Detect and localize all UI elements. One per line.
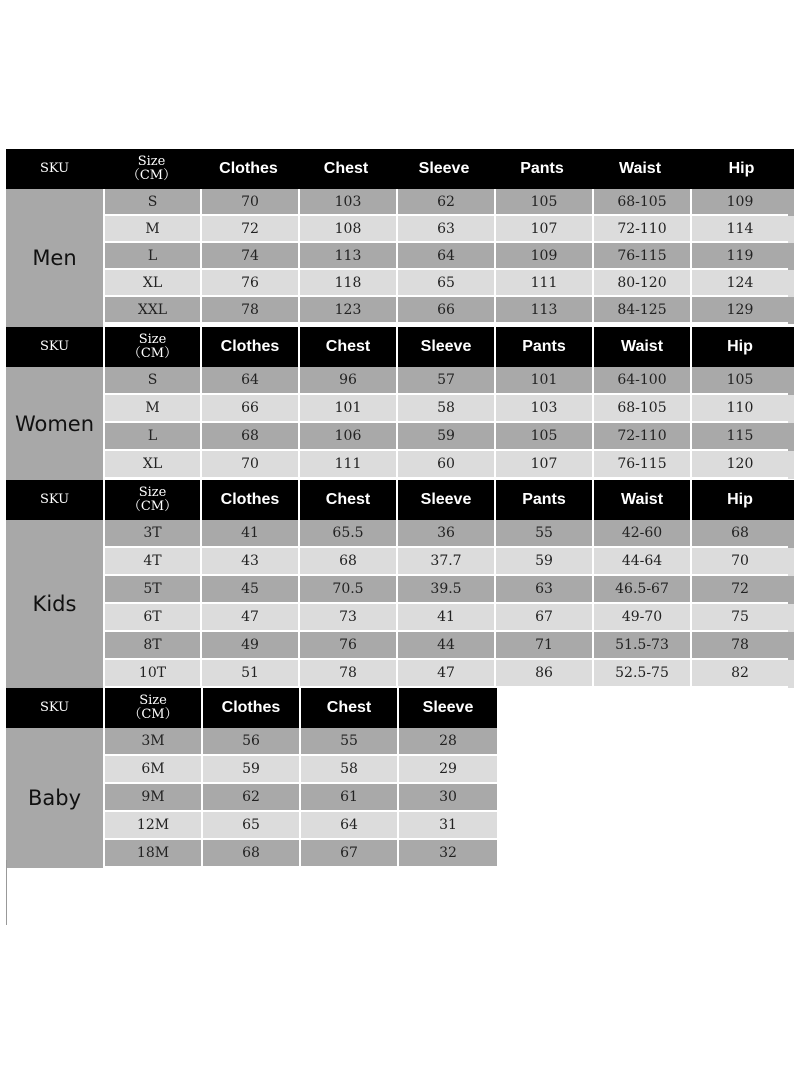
sku-header: SKU (39, 492, 70, 507)
table-row (103, 840, 497, 868)
value-cell: 115 (690, 423, 788, 451)
size-cell: 6T (103, 604, 200, 632)
value-cell: 68-105 (592, 189, 690, 216)
size-header: Size （CM） (103, 688, 201, 728)
size-header: Size （CM） (126, 154, 177, 183)
value-cell: 64 (299, 812, 397, 840)
value-cell: 39.5 (396, 576, 494, 604)
value-cell: 51 (200, 660, 298, 688)
value-cell: 49-70 (592, 604, 690, 632)
waist-header: Waist (592, 327, 690, 367)
value-cell: 44-64 (592, 548, 690, 576)
value-cell: 72-110 (592, 423, 690, 451)
size-cell: 4T (103, 548, 200, 576)
women-label: Women (6, 367, 103, 480)
chest-header: Chest (299, 688, 397, 728)
women-rows (103, 367, 794, 480)
kids-header-row (6, 480, 794, 520)
value-cell: 118 (298, 270, 396, 297)
baby-section (6, 688, 497, 868)
value-cell: 70 (200, 451, 298, 479)
chest-header: Chest (323, 160, 369, 177)
value-cell: 31 (397, 812, 497, 840)
value-cell: 78 (200, 297, 298, 324)
size-cell: S (103, 189, 200, 216)
size-cell: 12M (103, 812, 201, 840)
size-cell: M (103, 216, 200, 243)
value-cell: 72 (690, 576, 788, 604)
baby-body (6, 728, 497, 868)
size-cell: L (103, 243, 200, 270)
value-cell: 74 (200, 243, 298, 270)
table-row (103, 576, 794, 604)
value-cell: 78 (690, 632, 788, 660)
value-cell: 72-110 (592, 216, 690, 243)
baby-header-row (6, 688, 497, 728)
size-cell: XXL (103, 297, 200, 324)
baby-label: Baby (6, 728, 103, 868)
size-chart (6, 149, 794, 868)
sku-header: SKU (39, 161, 70, 176)
value-cell: 59 (396, 423, 494, 451)
value-cell: 58 (299, 756, 397, 784)
value-cell: 109 (690, 189, 788, 216)
value-cell: 76 (200, 270, 298, 297)
chest-header: Chest (298, 480, 396, 520)
men-section (6, 149, 794, 327)
value-cell: 68 (200, 423, 298, 451)
table-row (103, 189, 794, 216)
value-cell: 106 (298, 423, 396, 451)
value-cell: 57 (396, 367, 494, 395)
value-cell: 64 (200, 367, 298, 395)
value-cell: 68-105 (592, 395, 690, 423)
size-cell: M (103, 395, 200, 423)
value-cell: 44 (396, 632, 494, 660)
table-row (103, 548, 794, 576)
value-cell: 76 (298, 632, 396, 660)
value-cell: 65 (396, 270, 494, 297)
value-cell: 72 (200, 216, 298, 243)
value-cell: 60 (396, 451, 494, 479)
value-cell: 58 (396, 395, 494, 423)
hip-header: Hip (690, 480, 788, 520)
value-cell: 47 (200, 604, 298, 632)
value-cell: 71 (494, 632, 592, 660)
value-cell: 103 (298, 189, 396, 216)
value-cell: 45 (200, 576, 298, 604)
size-header: Size （CM） (103, 327, 200, 367)
value-cell: 32 (397, 840, 497, 868)
value-cell: 101 (494, 367, 592, 395)
hip-header: Hip (728, 160, 755, 177)
hip-header: Hip (690, 327, 788, 367)
size-cell: XL (103, 270, 200, 297)
size-cell: 8T (103, 632, 200, 660)
size-cell: 3T (103, 520, 200, 548)
value-cell: 28 (397, 728, 497, 756)
value-cell: 64-100 (592, 367, 690, 395)
women-body (6, 367, 794, 480)
value-cell: 59 (494, 548, 592, 576)
value-cell: 82 (690, 660, 788, 688)
value-cell: 123 (298, 297, 396, 324)
value-cell: 41 (200, 520, 298, 548)
size-cell: 3M (103, 728, 201, 756)
value-cell: 114 (690, 216, 788, 243)
value-cell: 68 (201, 840, 299, 868)
value-cell: 105 (690, 367, 788, 395)
sleeve-header: Sleeve (396, 480, 494, 520)
sku-header: SKU (39, 339, 70, 354)
value-cell: 96 (298, 367, 396, 395)
value-cell: 64 (396, 243, 494, 270)
table-row (103, 216, 794, 243)
value-cell: 41 (396, 604, 494, 632)
value-cell: 52.5-75 (592, 660, 690, 688)
value-cell: 76-115 (592, 243, 690, 270)
kids-body (6, 520, 794, 688)
clothes-header: Clothes (200, 480, 298, 520)
waist-header: Waist (592, 480, 690, 520)
value-cell: 65 (201, 812, 299, 840)
value-cell: 109 (494, 243, 592, 270)
value-cell: 107 (494, 216, 592, 243)
clothes-header: Clothes (201, 688, 299, 728)
value-cell: 103 (494, 395, 592, 423)
size-cell: 10T (103, 660, 200, 688)
table-row (103, 632, 794, 660)
size-header: Size （CM） (103, 480, 200, 520)
table-row (103, 367, 794, 395)
kids-rows (103, 520, 794, 688)
value-cell: 113 (298, 243, 396, 270)
value-cell: 124 (690, 270, 788, 297)
men-header-row (6, 149, 794, 189)
women-section (6, 327, 794, 480)
waist-header: Waist (618, 160, 662, 177)
table-row (103, 756, 497, 784)
value-cell: 55 (494, 520, 592, 548)
value-cell: 46.5-67 (592, 576, 690, 604)
table-row (103, 728, 497, 756)
value-cell: 66 (200, 395, 298, 423)
men-label: Men (6, 189, 103, 327)
pants-header: Pants (520, 160, 564, 177)
women-header-row (6, 327, 794, 367)
sleeve-header: Sleeve (418, 160, 470, 177)
value-cell: 47 (396, 660, 494, 688)
value-cell: 49 (200, 632, 298, 660)
value-cell: 119 (690, 243, 788, 270)
value-cell: 62 (396, 189, 494, 216)
value-cell: 68 (690, 520, 788, 548)
value-cell: 36 (396, 520, 494, 548)
table-row (103, 423, 794, 451)
size-cell: S (103, 367, 200, 395)
kids-section (6, 480, 794, 688)
size-cell: 9M (103, 784, 201, 812)
value-cell: 70 (200, 189, 298, 216)
value-cell: 129 (690, 297, 788, 324)
size-cell: 6M (103, 756, 201, 784)
value-cell: 29 (397, 756, 497, 784)
size-cell: 18M (103, 840, 201, 868)
value-cell: 55 (299, 728, 397, 756)
value-cell: 111 (298, 451, 396, 479)
value-cell: 73 (298, 604, 396, 632)
value-cell: 86 (494, 660, 592, 688)
value-cell: 59 (201, 756, 299, 784)
pants-header: Pants (494, 480, 592, 520)
value-cell: 30 (397, 784, 497, 812)
men-rows (103, 189, 794, 327)
value-cell: 105 (494, 189, 592, 216)
value-cell: 56 (201, 728, 299, 756)
value-cell: 76-115 (592, 451, 690, 479)
value-cell: 107 (494, 451, 592, 479)
value-cell: 62 (201, 784, 299, 812)
size-cell: XL (103, 451, 200, 479)
value-cell: 120 (690, 451, 788, 479)
value-cell: 101 (298, 395, 396, 423)
table-row (103, 243, 794, 270)
kids-label: Kids (6, 520, 103, 688)
clothes-header: Clothes (219, 160, 278, 177)
sku-header: SKU (39, 700, 70, 715)
value-cell: 68 (298, 548, 396, 576)
sleeve-header: Sleeve (397, 688, 497, 728)
value-cell: 66 (396, 297, 494, 324)
value-cell: 113 (494, 297, 592, 324)
value-cell: 110 (690, 395, 788, 423)
value-cell: 105 (494, 423, 592, 451)
size-cell: L (103, 423, 200, 451)
table-row (103, 520, 794, 548)
value-cell: 37.7 (396, 548, 494, 576)
value-cell: 51.5-73 (592, 632, 690, 660)
value-cell: 108 (298, 216, 396, 243)
value-cell: 63 (396, 216, 494, 243)
table-row (103, 451, 794, 479)
value-cell: 42-60 (592, 520, 690, 548)
value-cell: 67 (299, 840, 397, 868)
value-cell: 43 (200, 548, 298, 576)
baby-rows (103, 728, 497, 868)
table-row (103, 395, 794, 423)
value-cell: 61 (299, 784, 397, 812)
value-cell: 84-125 (592, 297, 690, 324)
divider-line (6, 860, 7, 925)
value-cell: 80-120 (592, 270, 690, 297)
table-row (103, 812, 497, 840)
table-row (103, 604, 794, 632)
table-row (103, 270, 794, 297)
pants-header: Pants (494, 327, 592, 367)
value-cell: 70 (690, 548, 788, 576)
clothes-header: Clothes (200, 327, 298, 367)
value-cell: 67 (494, 604, 592, 632)
table-row (103, 784, 497, 812)
chest-header: Chest (298, 327, 396, 367)
men-body (6, 189, 794, 327)
value-cell: 75 (690, 604, 788, 632)
value-cell: 70.5 (298, 576, 396, 604)
size-cell: 5T (103, 576, 200, 604)
value-cell: 78 (298, 660, 396, 688)
value-cell: 65.5 (298, 520, 396, 548)
value-cell: 111 (494, 270, 592, 297)
sleeve-header: Sleeve (396, 327, 494, 367)
table-row (103, 297, 794, 324)
table-row (103, 660, 794, 688)
value-cell: 63 (494, 576, 592, 604)
